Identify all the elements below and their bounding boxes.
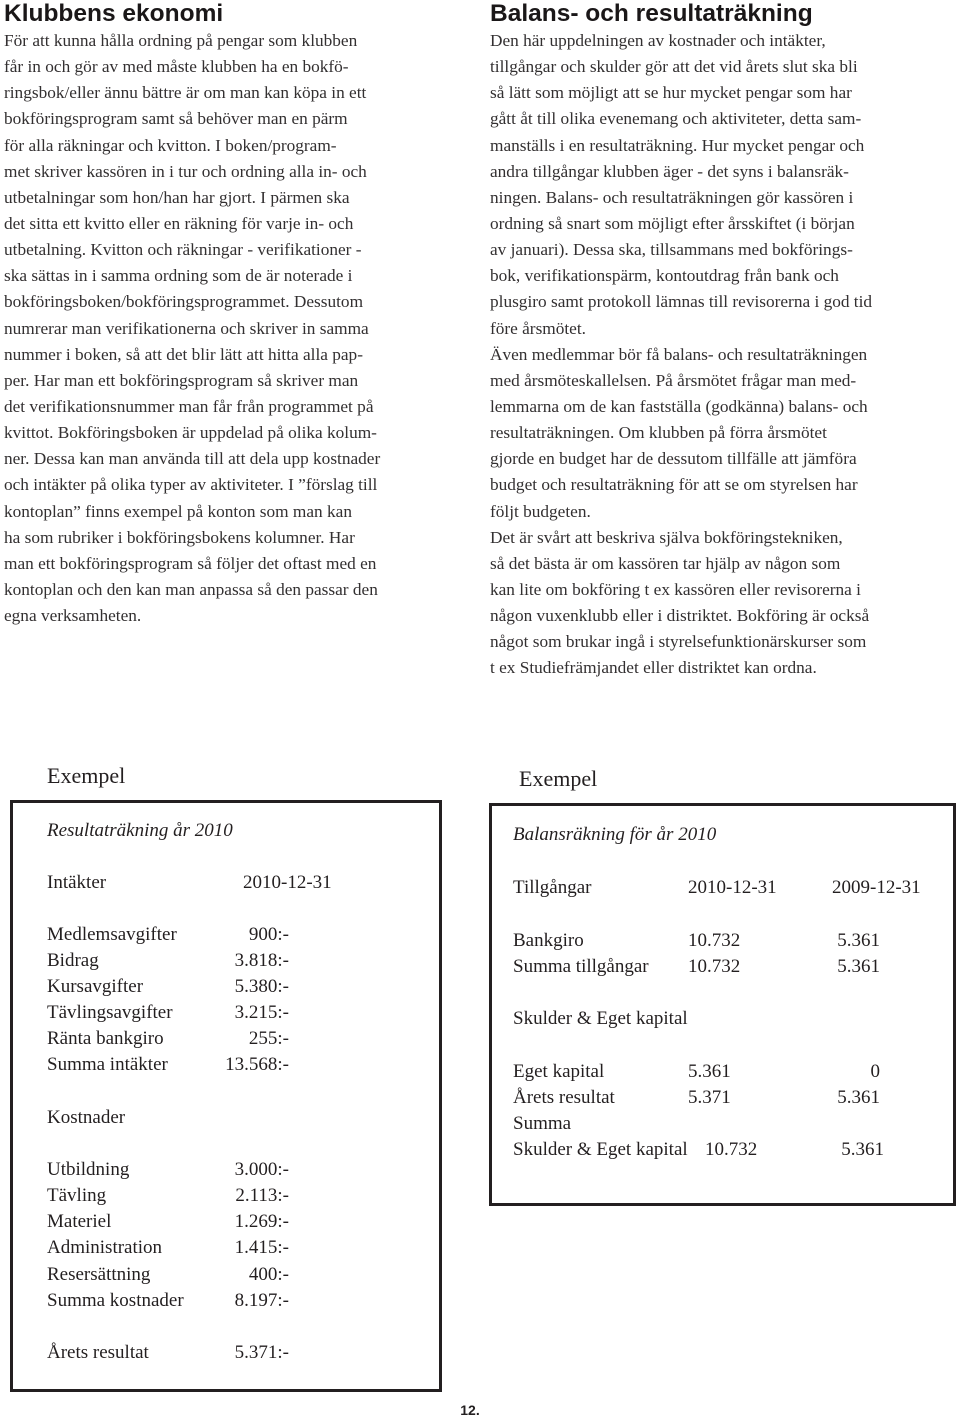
text-line: får in och gör av med måste klubben ha en bokfö- <box>4 57 349 77</box>
text-line: det sitta ett kvitto eller en räkning för varje in- och <box>4 213 354 233</box>
income-statement-title: Resultaträkning år 2010 <box>47 820 233 841</box>
example-label-left: Exempel <box>47 763 126 788</box>
income-row-value: 5.380:- <box>234 976 289 997</box>
asset-row-value-previous: 5.361 <box>837 930 880 951</box>
cost-row-name: Tävling <box>47 1185 107 1206</box>
text-line: plusgiro samt protokoll lämnas till revisorerna i god tid <box>490 292 873 312</box>
date-current-year: 2010-12-31 <box>688 877 777 898</box>
text-line: med årsmöteskallelsen. På årsmötet frågar man med- <box>490 370 857 390</box>
text-line: någon vuxenklubb eller i distriktet. Bokföring är också <box>490 606 870 626</box>
text-line: per. Har man ett bokföringsprogram så skriver man <box>4 370 359 390</box>
text-line: utbetalningar som hon/han har gjort. I pärmen ska <box>4 187 350 207</box>
total-liabilities-value-previous: 5.361 <box>841 1139 884 1160</box>
total-liabilities-name: Skulder & Eget kapital <box>513 1139 688 1160</box>
liabilities-header: Skulder & Eget kapital <box>513 1008 688 1029</box>
text-line: kvittot. Bokföringsboken är uppdelad på olika kolum- <box>4 423 377 443</box>
cost-row-value: 1.269:- <box>234 1211 289 1232</box>
cost-row-value: 3.000:- <box>234 1159 289 1180</box>
income-total-name: Summa intäkter <box>47 1054 168 1075</box>
text-line: kan lite om bokföring t ex kassören eller revisorerna i <box>490 579 861 599</box>
text-line: för alla räkningar och kvitton. I boken/program- <box>4 135 337 155</box>
text-line: man ett bokföringsprogram så följer det oftast med en <box>4 553 377 573</box>
liability-row-name: Eget kapital <box>513 1061 605 1082</box>
text-line: ner. Dessa kan man använda till att dela upp kostnader <box>4 449 381 469</box>
text-line: något som brukar ingå i styrelsefunktionärskurser som <box>490 632 867 652</box>
asset-total-value-current: 10.732 <box>688 956 741 977</box>
text-line: kontoplan” finns exempel på konton som man kan <box>4 501 352 521</box>
cost-row-value: 1.415:- <box>234 1237 289 1258</box>
text-line: kontoplan och den kan man anpassa så den passar den <box>4 579 378 599</box>
text-line: Den här uppdelningen av kostnader och intäkter, <box>490 31 826 50</box>
page-number: 12. <box>460 1402 480 1418</box>
balance-sheet-title: Balansräkning för år 2010 <box>513 824 717 845</box>
text-line: numrerar man verifikationerna och skriver in samma <box>4 318 369 338</box>
text-line: bokföringsboken/bokföringsprogrammet. Dessutom <box>4 292 364 312</box>
income-row-value: 3.818:- <box>234 950 289 971</box>
cost-row-name: Utbildning <box>47 1159 130 1180</box>
text-line: före årsmötet. <box>490 318 586 338</box>
text-line: t ex Studiefrämjandet eller distriktet kan ordna. <box>490 658 817 678</box>
text-line: manställs i en resultaträkning. Hur mycket pengar och <box>490 135 865 155</box>
text-line: bok, verifikationspärm, kontoutdrag från bank och <box>490 266 839 286</box>
income-row-value: 900:- <box>248 924 289 945</box>
asset-total-value-previous: 5.361 <box>837 956 880 977</box>
liability-row-value-current: 5.371 <box>688 1087 731 1108</box>
cost-row-value: 400:- <box>248 1264 289 1285</box>
liability-row-name: Årets resultat <box>513 1087 615 1108</box>
left-column <box>4 0 474 629</box>
income-header: Intäkter <box>47 872 107 893</box>
result-value: 5.371:- <box>234 1342 289 1363</box>
asset-row-name: Bankgiro <box>513 930 584 951</box>
asset-row-value-current: 10.732 <box>688 930 741 951</box>
text-line: För att kunna hålla ordning på pengar som klubben <box>4 31 358 50</box>
text-line: lemmarna om de kan fastställa (godkänna) balans- och <box>490 396 868 416</box>
liability-row-value-current: 5.361 <box>688 1061 731 1082</box>
left-paragraph <box>4 28 474 629</box>
cost-row-value: 2.113:- <box>235 1185 289 1206</box>
text-line: egna verksamheten. <box>4 606 142 626</box>
text-line: ska sättas in i samma ordning som de är noterade i <box>4 266 353 286</box>
example-label-right: Exempel <box>519 766 598 791</box>
text-line: följt budgeten. <box>490 501 591 521</box>
text-line: ningen. Balans- och resultaträkningen gör kassören i <box>490 187 854 207</box>
text-line: utbetalning. Kvitton och räkningar - verifikationer - <box>4 240 362 260</box>
asset-total-name: Summa tillgångar <box>513 956 649 977</box>
text-line: budget och resultaträkning för att se om styrelsen har <box>490 475 858 495</box>
text-line: ordning så snart som möjligt efter årsskiftet (i början <box>490 213 855 233</box>
cost-total-name: Summa kostnader <box>47 1290 184 1311</box>
text-line: av januari). Dessa ska, tillsammans med bokförings- <box>490 240 853 260</box>
result-name: Årets resultat <box>47 1342 149 1363</box>
income-row-name: Bidrag <box>47 950 99 971</box>
right-paragraph <box>490 28 960 682</box>
heading-klubbens-ekonomi: Klubbens ekonomi <box>4 0 224 27</box>
income-statement-box <box>10 800 442 1392</box>
text-line: Även medlemmar bör få balans- och resultaträkningen <box>490 344 868 364</box>
text-line: det verifikationsnummer man får från programmet på <box>4 396 374 416</box>
text-line: ha som rubriker i bokföringsbokens kolumner. Har <box>4 527 355 547</box>
cost-total-value: 8.197:- <box>234 1290 289 1311</box>
text-line: met skriver kassören in i tur och ordning alla in- och <box>4 161 367 181</box>
income-date: 2010-12-31 <box>243 872 332 893</box>
text-line: bokföringsprogram samt så behöver man en pärm <box>4 109 348 129</box>
cost-row-name: Administration <box>47 1237 163 1258</box>
cost-header: Kostnader <box>47 1107 126 1128</box>
income-row-value: 3.215:- <box>234 1002 289 1023</box>
text-line: resultaträkningen. Om klubben på förra årsmötet <box>490 423 827 443</box>
text-line: gjorde en budget har de dessutom tillfälle att jämföra <box>490 449 857 469</box>
text-line: andra tillgångar klubben äger - det syns i balansräk- <box>490 161 849 181</box>
text-line: och intäkter på olika typer av aktiviteter. I ”förslag till <box>4 475 378 495</box>
income-row-name: Medlemsavgifter <box>47 924 177 945</box>
text-line: Det är svårt att beskriva själva bokföringstekniken, <box>490 527 843 547</box>
income-total-value: 13.568:- <box>225 1054 289 1075</box>
income-row-name: Ränta bankgiro <box>47 1028 164 1049</box>
text-line: så det bästa är om kassören tar hjälp av någon som <box>490 553 841 573</box>
summa-label: Summa <box>513 1113 572 1134</box>
right-column <box>490 0 960 682</box>
text-line: så lätt som möjligt att se hur mycket pengar som har <box>490 83 852 103</box>
text-line: gått åt till olika evenemang och aktiviteter, detta sam- <box>490 109 862 129</box>
income-row-name: Kursavgifter <box>47 976 144 997</box>
cost-row-name: Resersättning <box>47 1264 151 1285</box>
text-line: nummer i boken, så att det blir lätt att hitta alla pap- <box>4 344 363 364</box>
balance-sheet-box <box>489 803 956 1206</box>
income-row-value: 255:- <box>248 1028 289 1049</box>
date-previous-year: 2009-12-31 <box>832 877 921 898</box>
liability-row-value-previous: 5.361 <box>837 1087 880 1108</box>
heading-balans-och-resultatrakning: Balans- och resultaträkning <box>490 0 813 27</box>
total-liabilities-value-current: 10.732 <box>705 1139 758 1160</box>
assets-header: Tillgångar <box>513 877 592 898</box>
income-row-name: Tävlingsavgifter <box>47 1002 173 1023</box>
cost-row-name: Materiel <box>47 1211 112 1232</box>
liability-row-value-previous: 0 <box>870 1061 880 1082</box>
text-line: ringsbok/eller ännu bättre är om man kan köpa in ett <box>4 83 367 103</box>
text-line: tillgångar och skulder gör att det vid årets slut ska bli <box>490 57 858 77</box>
